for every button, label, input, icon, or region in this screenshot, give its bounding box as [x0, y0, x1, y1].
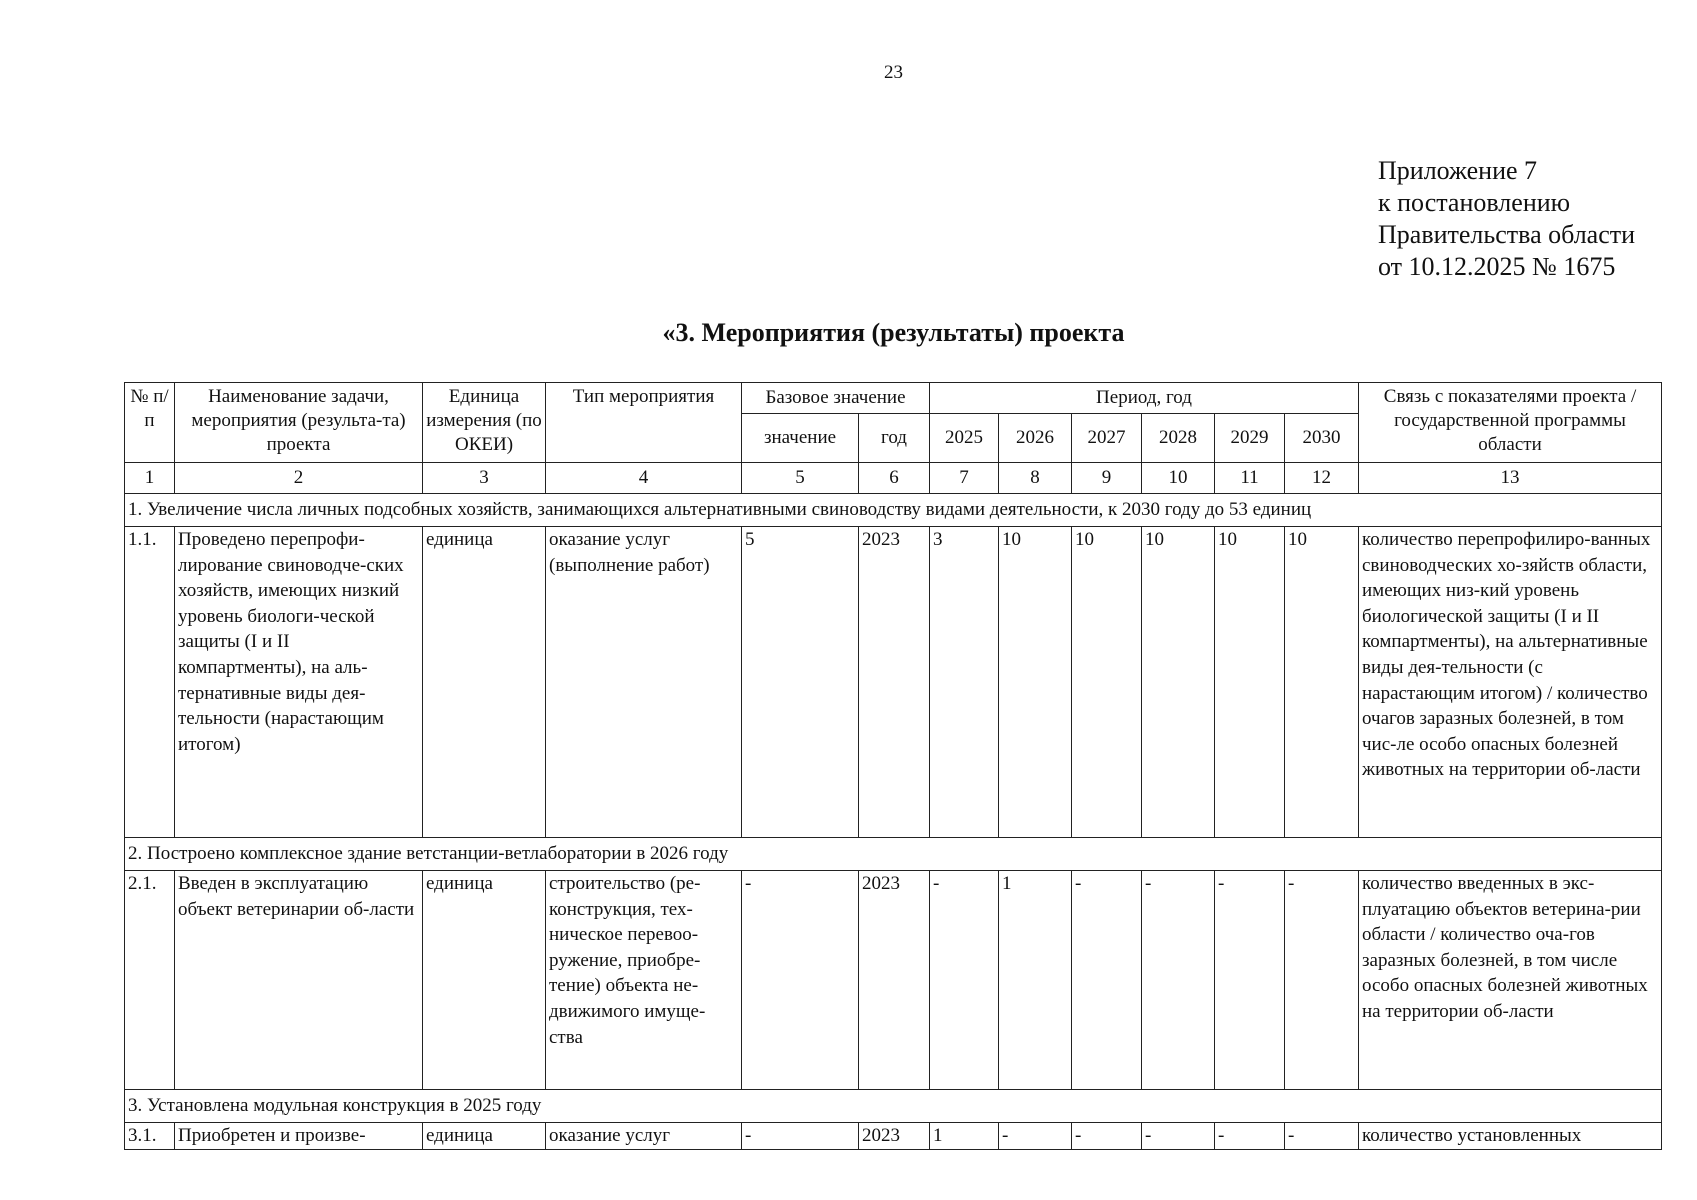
section-title-2: 2. Построено комплексное здание ветстанции-ветлаборатории в 2026 году — [125, 838, 1662, 871]
row-value-2025: - — [930, 871, 999, 1090]
header-year-2030: 2030 — [1285, 414, 1359, 463]
column-number-row — [125, 463, 1662, 494]
header-name: Наименование задачи, мероприятия (результа-та) проекта — [175, 383, 423, 463]
appendix-line-2: к постановлению — [1378, 188, 1571, 217]
section-heading: «3. Мероприятия (результаты) проекта — [662, 318, 1125, 347]
row-unit: единица — [423, 871, 546, 1090]
row-num: 1.1. — [125, 527, 175, 838]
row-num: 3.1. — [125, 1123, 175, 1150]
section-title-3: 3. Установлена модульная конструкция в 2025 году — [125, 1090, 1662, 1123]
column-number: 12 — [1285, 463, 1359, 494]
row-base-value: 5 — [742, 527, 859, 838]
row-value-2030: - — [1285, 1123, 1359, 1150]
row-value-2029: - — [1215, 871, 1285, 1090]
row-value-2029: - — [1215, 1123, 1285, 1150]
page-number: 23 — [884, 62, 903, 83]
row-value-2028: - — [1142, 871, 1215, 1090]
section-row — [125, 838, 1662, 871]
header-row-1 — [125, 383, 1662, 414]
row-link: количество установленных — [1359, 1123, 1662, 1150]
row-value-2028: - — [1142, 1123, 1215, 1150]
row-unit: единица — [423, 1123, 546, 1150]
row-type: оказание услуг — [546, 1123, 742, 1150]
row-value-2027: - — [1072, 871, 1142, 1090]
column-number: 4 — [546, 463, 742, 494]
header-unit: Единица измерения (по ОКЕИ) — [423, 383, 546, 463]
row-unit: единица — [423, 527, 546, 838]
header-year-2029: 2029 — [1215, 414, 1285, 463]
header-link: Связь с показателями проекта / государственной программы области — [1359, 383, 1662, 463]
column-number: 8 — [999, 463, 1072, 494]
column-number: 1 — [125, 463, 175, 494]
column-number: 13 — [1359, 463, 1662, 494]
header-year-2025: 2025 — [930, 414, 999, 463]
appendix-line-1: Приложение 7 — [1378, 156, 1538, 185]
header-year-2026: 2026 — [999, 414, 1072, 463]
row-value-2025: 1 — [930, 1123, 999, 1150]
row-value-2026: 10 — [999, 527, 1072, 838]
row-name: Проведено перепрофи-лирование свиноводче-ских хозяйств, имеющих низкий уровень биологи-ческой защиты (I и II компартменты), на аль-тернативные виды дея-тельности (нарастающим итогом) — [175, 527, 423, 838]
row-value-2026: - — [999, 1123, 1072, 1150]
row-value-2028: 10 — [1142, 527, 1215, 838]
header-year-2028: 2028 — [1142, 414, 1215, 463]
header-base-year: год — [859, 414, 930, 463]
row-link: количество перепрофилиро-ванных свиноводческих хо-зяйств области, имеющих низ-кий уровень биологической защиты (I и II компартменты), на альтернативные виды дея-тельности (с нарастающим итогом) / количество очагов заразных болезней, в том чис-ле особо опасных болезней животных на территории об-ласти — [1359, 527, 1662, 838]
column-number: 10 — [1142, 463, 1215, 494]
row-value-2029: 10 — [1215, 527, 1285, 838]
column-number: 11 — [1215, 463, 1285, 494]
appendix-line-3: Правительства области — [1378, 220, 1636, 249]
table-row — [125, 1123, 1662, 1150]
row-name: Приобретен и произве- — [175, 1123, 423, 1150]
header-period: Период, год — [930, 383, 1359, 414]
row-base-year: 2023 — [859, 1123, 930, 1150]
row-value-2026: 1 — [999, 871, 1072, 1090]
row-base-year: 2023 — [859, 527, 930, 838]
section-row — [125, 1090, 1662, 1123]
header-year-2027: 2027 — [1072, 414, 1142, 463]
row-value-2025: 3 — [930, 527, 999, 838]
section-title-1: 1. Увеличение числа личных подсобных хозяйств, занимающихся альтернативными свиноводству видами деятельности, к 2030 году до 53 единиц — [125, 494, 1662, 527]
section-row — [125, 494, 1662, 527]
column-number: 6 — [859, 463, 930, 494]
column-number: 2 — [175, 463, 423, 494]
table-row — [125, 527, 1662, 838]
row-type: строительство (ре-конструкция, тех-ническое перевоо-ружение, приобре-тение) объекта не-движимого имуще-ства — [546, 871, 742, 1090]
header-type: Тип мероприятия — [546, 383, 742, 463]
row-base-value: - — [742, 871, 859, 1090]
column-number: 9 — [1072, 463, 1142, 494]
row-value-2030: - — [1285, 871, 1359, 1090]
header-num: № п/п — [125, 383, 175, 463]
row-base-value: - — [742, 1123, 859, 1150]
appendix-line-4: от 10.12.2025 № 1675 — [1378, 252, 1616, 281]
header-base-value: значение — [742, 414, 859, 463]
row-value-2027: - — [1072, 1123, 1142, 1150]
row-base-year: 2023 — [859, 871, 930, 1090]
header-base: Базовое значение — [742, 383, 930, 414]
table-row — [125, 871, 1662, 1090]
row-type: оказание услуг (выполнение работ) — [546, 527, 742, 838]
row-num: 2.1. — [125, 871, 175, 1090]
column-number: 5 — [742, 463, 859, 494]
row-name: Введен в эксплуатацию объект ветеринарии об-ласти — [175, 871, 423, 1090]
row-value-2027: 10 — [1072, 527, 1142, 838]
column-number: 7 — [930, 463, 999, 494]
row-link: количество введенных в экс-плуатацию объектов ветерина-рии области / количество оча-гов заразных болезней, в том числе особо опасных болезней животных на территории об-ласти — [1359, 871, 1662, 1090]
row-value-2030: 10 — [1285, 527, 1359, 838]
column-number: 3 — [423, 463, 546, 494]
appendix-block — [1378, 155, 1635, 283]
measures-table — [124, 382, 1662, 1150]
